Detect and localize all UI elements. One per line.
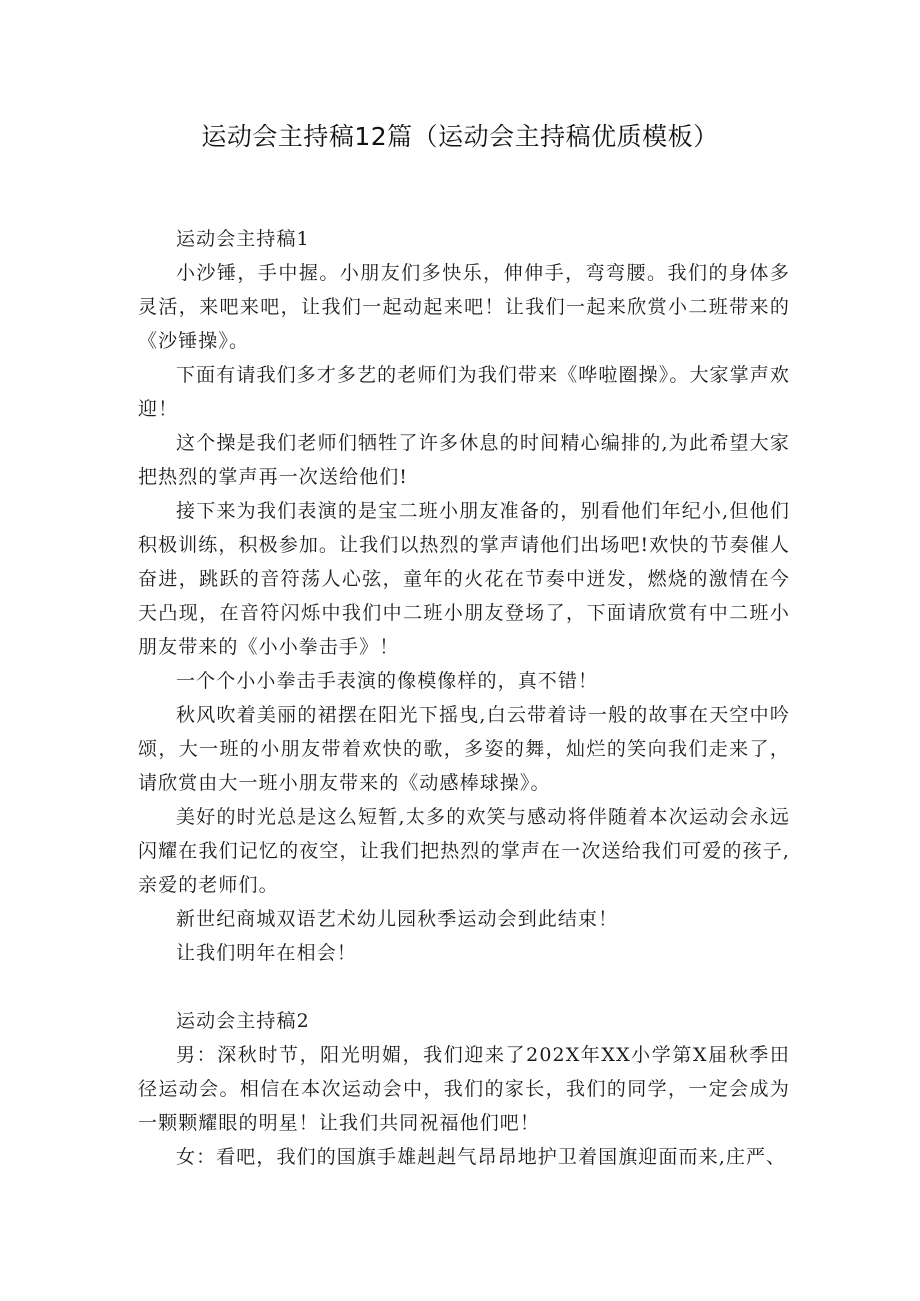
section-2 [138,1004,790,1174]
document-title: 运动会主持稿12篇（运动会主持稿优质模板） [201,122,719,151]
paragraph: 让我们明年在相会！ [176,942,357,964]
paragraph: 这个操是我们老师们牺牲了许多休息的时间精心编排的,为此希望大家把热烈的掌声再一次送给他们! [138,432,790,488]
paragraph: 小沙锤，手中握。小朋友们多快乐，伸伸手，弯弯腰。我们的身体多灵活，来吧来吧，让我们一起动起来吧！让我们一起来欣赏小二班带来的《沙锤操》。 [138,262,790,352]
paragraph: 一个个小小拳击手表演的像模像样的，真不错！ [176,670,599,692]
section-1 [138,222,790,970]
document-body [138,222,790,1174]
paragraph: 接下来为我们表演的是宝二班小朋友准备的，别看他们年纪小,但他们积极训练，积极参加。让我们以热烈的掌声请他们出场吧!欢快的节奏催人奋进，跳跃的音符荡人心弦，童年的火花在节奏中迸发，燃烧的激情在今天凸现，在音符闪烁中我们中二班小朋友登场了，下面请欣赏有中二班小朋友带来的《小小拳击手》！ [138,500,790,658]
section-heading: 运动会主持稿2 [176,1010,310,1032]
paragraph: 美好的时光总是这么短暂,太多的欢笑与感动将伴随着本次运动会永远闪耀在我们记忆的夜空，让我们把热烈的掌声在一次送给我们可爱的孩子,亲爱的老师们。 [138,806,790,896]
section-heading: 运动会主持稿1 [176,228,310,250]
paragraph: 秋风吹着美丽的裙摆在阳光下摇曳,白云带着诗一般的故事在天空中吟颂，大一班的小朋友带着欢快的歌，多姿的舞，灿烂的笑向我们走来了，请欣赏由大一班小朋友带来的《动感棒球操》。 [138,704,790,794]
paragraph: 女：看吧，我们的国旗手雄赳赳气昂昂地护卫着国旗迎面而来,庄严、 [176,1146,787,1168]
paragraph: 男：深秋时节，阳光明媚，我们迎来了202X年XX小学第X届秋季田径运动会。相信在本次运动会中，我们的家长，我们的同学，一定会成为一颗颗耀眼的明星！让我们共同祝福他们吧！ [138,1044,790,1134]
paragraph: 新世纪商城双语艺术幼儿园秋季运动会到此结束！ [176,908,619,930]
paragraph: 下面有请我们多才多艺的老师们为我们带来《哗啦圈操》。大家掌声欢迎！ [138,364,790,420]
